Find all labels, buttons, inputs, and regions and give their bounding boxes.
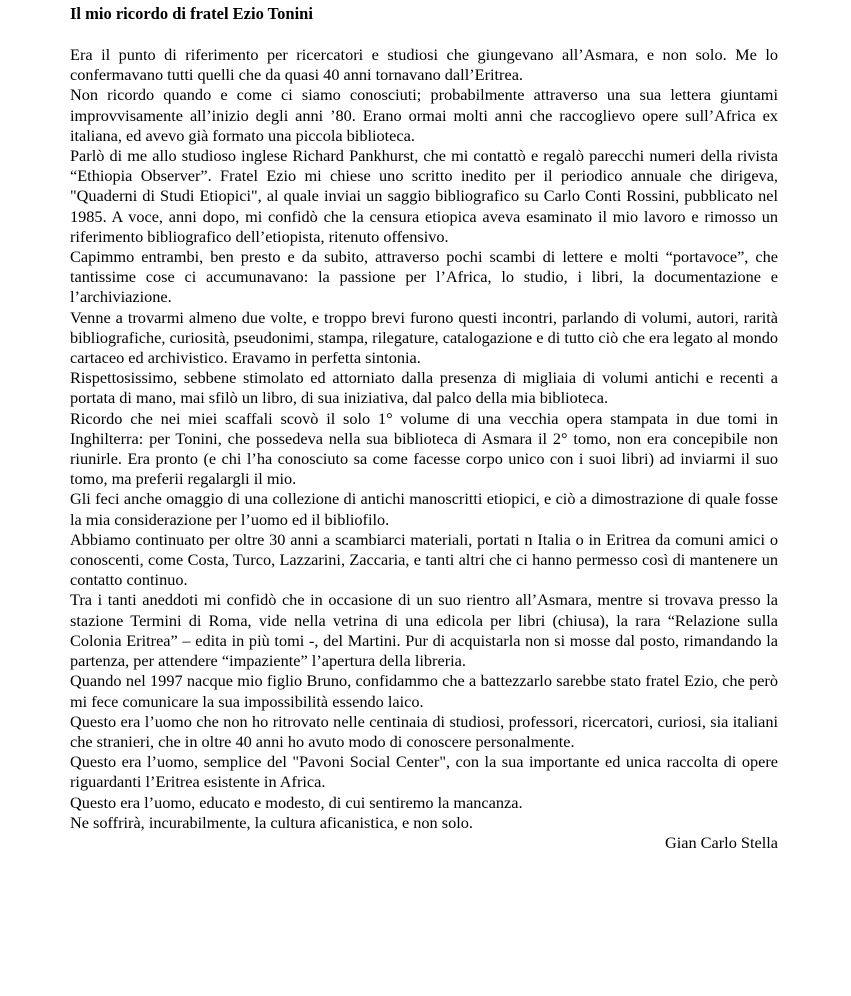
paragraph-5: Venne a trovarmi almeno due volte, e troppo brevi furono questi incontri, parlando di volumi, autori, rarità bibliografiche, curiosità, pseudonimi, stampa, rilegature, catalogazione e di tutto ciò che era legato al mondo cartaceo ed archivistico. Eravamo in perfetta sintonia. — [70, 307, 778, 368]
paragraph-12: Questo era l’uomo che non ho ritrovato nelle centinaia di studiosi, professori, ricercatori, curiosi, sia italiani che stranieri, che in oltre 40 anni ho avuto modo di conoscere personalmente. — [70, 711, 778, 751]
paragraph-11: Quando nel 1997 nacque mio figlio Bruno, confidammo che a battezzarlo sarebbe stato fratel Ezio, che però mi fece comunicare la sua impossibilità essendo laico. — [70, 671, 778, 711]
paragraph-1: Era il punto di riferimento per ricercatori e studiosi che giungevano all’Asmara, e non solo. Me lo confermavano tutti quelli che da quasi 40 anni tornavano dall’Eritrea. — [70, 45, 778, 85]
document-title: Il mio ricordo di fratel Ezio Tonini — [70, 4, 313, 23]
paragraph-9: Abbiamo continuato per oltre 30 anni a scambiarci materiali, portati n Italia o in Eritrea da comuni amici o conoscenti, come Costa, Turco, Lazzarini, Zaccaria, e tanti altri che ci hanno permesso così di mantenere un contatto continuo. — [70, 529, 778, 590]
paragraph-3: Parlò di me allo studioso inglese Richard Pankhurst, che mi contattò e regalò parecchi numeri della rivista “Ethiopia Observer”. Fratel Ezio mi chiese uno scritto inedito per il periodico annuale che dirigeva, "Quaderni di Studi Etiopici", al quale inviai un saggio bibliografico su Carlo Conti Rossini, pubblicato nel 1985. A voce, anni dopo, mi confidò che la censura etiopica aveva esaminato il mio lavoro e rimosso un riferimento bibliografico dell’etiopista, ritenuto offensivo. — [70, 146, 778, 246]
signature: Gian Carlo Stella — [664, 832, 778, 852]
paragraph-14: Questo era l’uomo, educato e modesto, di cui sentiremo la mancanza. — [70, 792, 523, 812]
paragraph-2: Non ricordo quando e come ci siamo conosciuti; probabilmente attraverso una sua lettera giuntami improvvisamente all’inizio degli anni ’80. Erano ormai molti anni che raccoglievo opere sull’Africa ex italiana, ed avevo già formato una piccola biblioteca. — [70, 85, 778, 145]
paragraph-15: Ne soffrirà, incurabilmente, la cultura aficanistica, e non solo. — [70, 812, 473, 832]
document-page — [70, 4, 778, 853]
paragraph-4: Capimmo entrambi, ben presto e da subito, attraverso pochi scambi di lettere e molti “portavoce”, che tantissime cose ci accumunavano: la passione per l’Africa, lo studio, i libri, la documentazione e l’archiviazione. — [70, 247, 778, 307]
document-body — [70, 45, 778, 833]
paragraph-10: Tra i tanti aneddoti mi confidò che in occasione di un suo rientro all’Asmara, mentre si trovava presso la stazione Termini di Roma, vide nella vetrina di una edicola per libri (chiusa), la rara “Relazione sulla Colonia Eritrea” – edita in più tomi -, del Martini. Pur di acquistarla non si mosse dal posto, rimandando la partenza, per attendere “impaziente” l’apertura della libreria. — [70, 590, 778, 671]
paragraph-7: Ricordo che nei miei scaffali scovò il solo 1° volume di una vecchia opera stampata in due tomi in Inghilterra: per Tonini, che possedeva nella sua biblioteca di Asmara il 2° tomo, non era concepibile non riunirle. Era pronto (e chi l’ha conosciuto sa come facesse corpo unico con i suoi libri) ad inviarmi il suo tomo, ma preferii regalargli il mio. — [70, 408, 778, 489]
paragraph-13: Questo era l’uomo, semplice del "Pavoni Social Center", con la sua importante ed unica raccolta di opere riguardanti l’Eritrea esistente in Africa. — [70, 752, 778, 792]
paragraph-6: Rispettosissimo, sebbene stimolato ed attorniato dalla presenza di migliaia di volumi antichi e recenti a portata di mano, mai sfilò un libro, di sua iniziativa, dal palco della mia biblioteca. — [70, 368, 778, 408]
paragraph-8: Gli feci anche omaggio di una collezione di antichi manoscritti etiopici, e ciò a dimostrazione di quale fosse la mia considerazione per l’uomo ed il bibliofilo. — [70, 489, 778, 529]
